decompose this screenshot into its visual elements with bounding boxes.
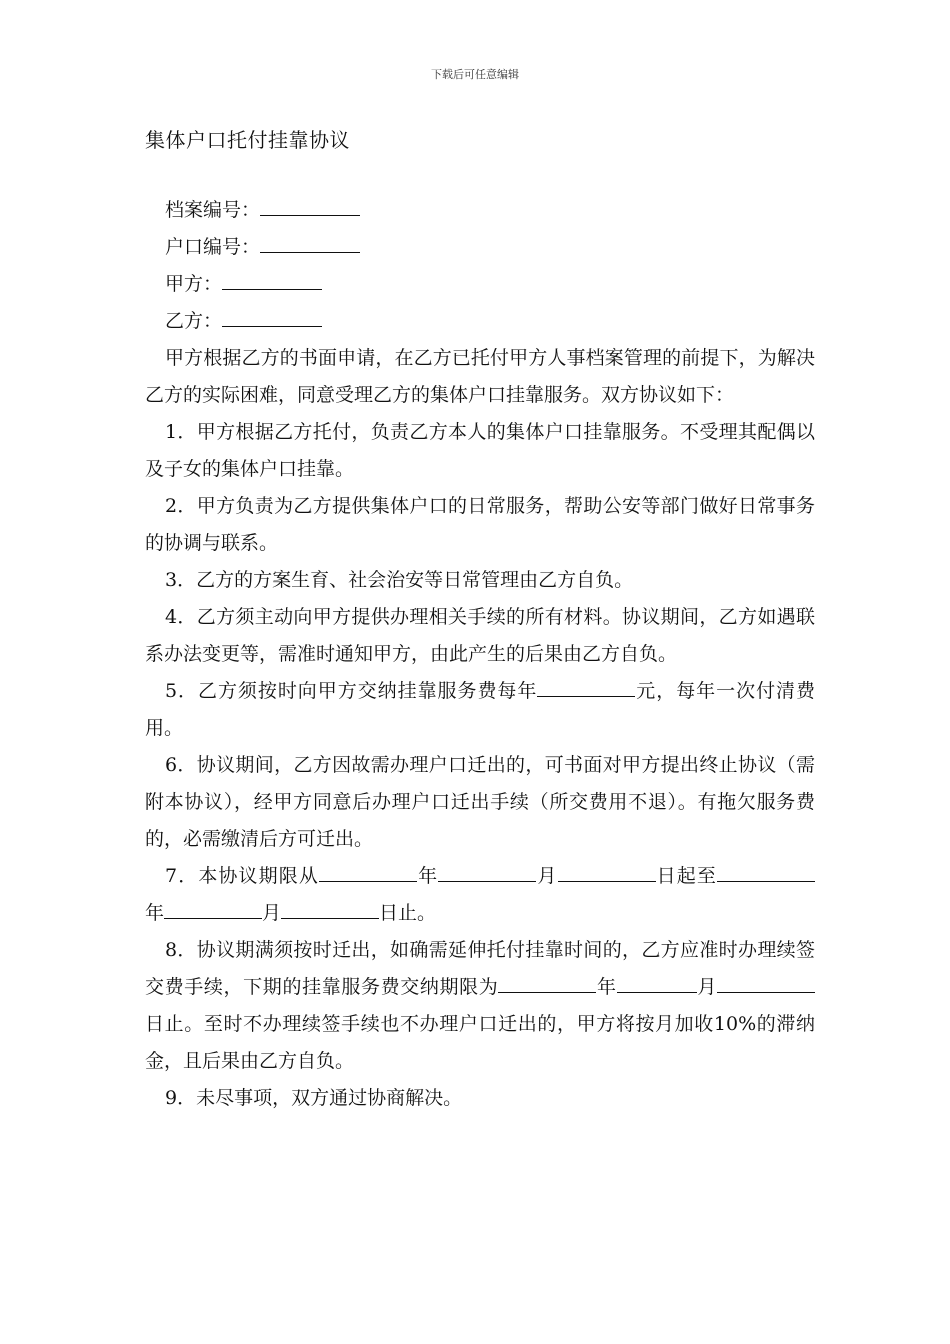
clause-7-year: 年 xyxy=(417,865,439,887)
party-a-label: 甲方： xyxy=(165,273,223,295)
clause-7-month2: 月 xyxy=(262,902,282,924)
clause-4: 4．乙方须主动向甲方提供办理相关手续的所有材料。协议期间，乙方如遇联系办法变更等，需准时通知甲方，由此产生的后果由乙方自负。 xyxy=(145,606,815,665)
clause-8-month: 月 xyxy=(696,976,717,998)
clause-8-end: 日止。至时不办理续签手续也不办理户口迁出的，甲方将按月加收10%的滞纳金，且后果由乙方自负。 xyxy=(145,1013,815,1072)
clause-2: 2．甲方负责为乙方提供集体户口的日常服务，帮助公安等部门做好日常事务的协调与联系。 xyxy=(145,495,815,554)
renewal-year-blank xyxy=(498,970,596,993)
intro-paragraph: 甲方根据乙方的书面申请，在乙方已托付甲方人事档案管理的前提下，为解决乙方的实际困难，同意受理乙方的集体户口挂靠服务。双方协议如下： xyxy=(145,347,815,406)
party-b-blank xyxy=(222,304,322,327)
end-year-blank-part2 xyxy=(775,859,815,882)
clause-9: 9．未尽事项，双方通过协商解决。 xyxy=(165,1087,463,1109)
start-year-blank xyxy=(319,859,417,882)
document-body xyxy=(145,192,815,1117)
clause-7-month: 月 xyxy=(536,865,558,887)
end-month-blank xyxy=(164,896,262,919)
clause-7-end: 日止。 xyxy=(379,902,437,924)
party-a-blank xyxy=(222,267,322,290)
start-month-blank xyxy=(438,859,536,882)
clause-8 xyxy=(145,932,815,1080)
document-title: 集体户口托付挂靠协议 xyxy=(145,128,350,152)
party-a-field xyxy=(145,266,815,303)
end-day-blank xyxy=(281,896,379,919)
renewal-day-blank xyxy=(717,970,815,993)
clause-8-text-a: 8．协议期满须按时迁出，如确需延伸托付挂靠时间的，乙方应准时办理续签交费手续，下期的挂靠服务费交纳期限为 xyxy=(145,939,815,998)
party-b-label: 乙方： xyxy=(165,310,223,332)
clause-5-text-b: 元，每年一次付清费用。 xyxy=(145,680,815,739)
clause-7-day-to: 日起至 xyxy=(655,865,717,887)
clause-8-year: 年 xyxy=(596,976,617,998)
archive-number-label: 档案编号： xyxy=(165,199,261,221)
renewal-month-blank-part2 xyxy=(639,970,697,993)
header-note: 下载后可任意编辑 xyxy=(431,68,519,81)
archive-number-field xyxy=(145,192,815,229)
clause-5-text-a: 5．乙方须按时向甲方交纳挂靠服务费每年 xyxy=(165,680,538,702)
clause-7-text-a: 7．本协议期限从 xyxy=(165,865,320,887)
start-day-blank xyxy=(558,859,656,882)
end-year-blank-part1 xyxy=(717,859,775,882)
hukou-number-blank xyxy=(260,230,360,253)
renewal-month-blank-part1 xyxy=(617,970,639,993)
clause-6: 6．协议期间，乙方因故需办理户口迁出的，可书面对甲方提出终止协议（需附本协议），经甲方同意后办理户口迁出手续（所交费用不退）。有拖欠服务费的，必需缴清后方可迁出。 xyxy=(145,754,815,850)
clause-7-year2: 年 xyxy=(145,902,165,924)
party-b-field xyxy=(145,303,815,340)
archive-number-blank xyxy=(260,193,360,216)
hukou-number-label: 户口编号： xyxy=(165,236,261,258)
clause-1: 1．甲方根据乙方托付，负责乙方本人的集体户口挂靠服务。不受理其配偶以及子女的集体户口挂靠。 xyxy=(145,421,815,480)
clause-7 xyxy=(145,858,815,932)
clause-3: 3．乙方的方案生育、社会治安等日常管理由乙方自负。 xyxy=(165,569,634,591)
annual-fee-blank xyxy=(537,674,635,697)
hukou-number-field xyxy=(145,229,815,266)
clause-5 xyxy=(145,673,815,747)
